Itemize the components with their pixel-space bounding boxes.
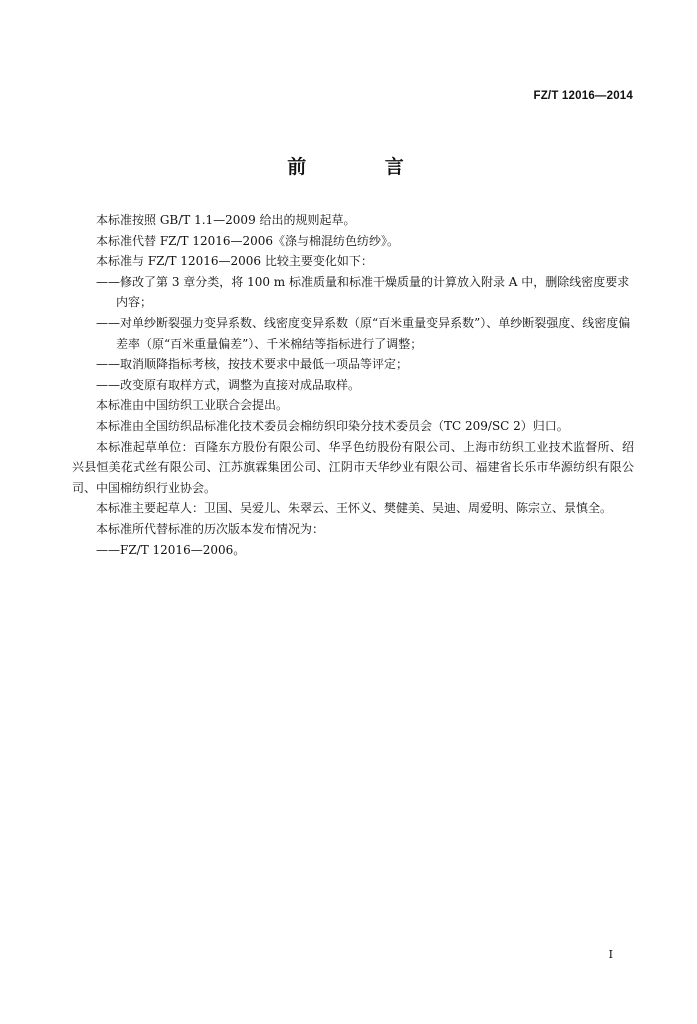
- paragraph: 本标准与 FZ/T 12016—2006 比较主要变化如下：: [96, 254, 373, 269]
- paragraph: 本标准代替 FZ/T 12016—2006《涤与棉混纺色纺纱》。: [96, 233, 400, 248]
- change-list-item: ——修改了第 3 章分类，将 100 m 标准质量和标准干燥质量的计算放入附录 A 中，删除线密度要求内容；: [96, 274, 630, 310]
- change-list-item: ——取消顺降指标考核，按技术要求中最低一项品等评定；: [96, 357, 409, 372]
- paragraph: 本标准按照 GB/T 1.1—2009 给出的规则起草。: [96, 213, 356, 227]
- paragraph: 本标准主要起草人：卫国、吴爱儿、朱翠云、王怀义、樊健美、吴迪、周爱明、陈宗立、景慎全。: [96, 501, 613, 516]
- paragraph: 本标准由全国纺织品标准化技术委员会棉纺织印染分技术委员会（TC 209/SC 2）归口。: [96, 418, 569, 433]
- change-list-item: ——改变原有取样方式，调整为直接对成品取样。: [96, 377, 361, 392]
- paragraph: 本标准所代替标准的历次版本发布情况为：: [96, 521, 325, 536]
- document-body: [72, 210, 634, 560]
- page-number: I: [608, 948, 613, 961]
- standard-code: FZ/T 12016—2014: [533, 90, 633, 102]
- paragraph: 本标准由中国纺织工业联合会提出。: [96, 398, 289, 413]
- history-list-item: ——FZ/T 12016—2006。: [96, 542, 246, 557]
- change-list-item: ——对单纱断裂强力变异系数、线密度变异系数（原“百米重量变异系数”）、单纱断裂强度、线密度偏差率（原“百米重量偏差”）、千米棉结等指标进行了调整；: [96, 315, 631, 351]
- page-title: 前 言: [287, 156, 440, 178]
- paragraph: 本标准起草单位：百隆东方股份有限公司、华孚色纺股份有限公司、上海市纺织工业技术监督所、绍兴县恒美花式丝有限公司、江苏旗霖集团公司、江阴市天华纱业有限公司、福建省长乐市华源纺织有限公司、中国棉纺织行业协会。: [72, 439, 634, 495]
